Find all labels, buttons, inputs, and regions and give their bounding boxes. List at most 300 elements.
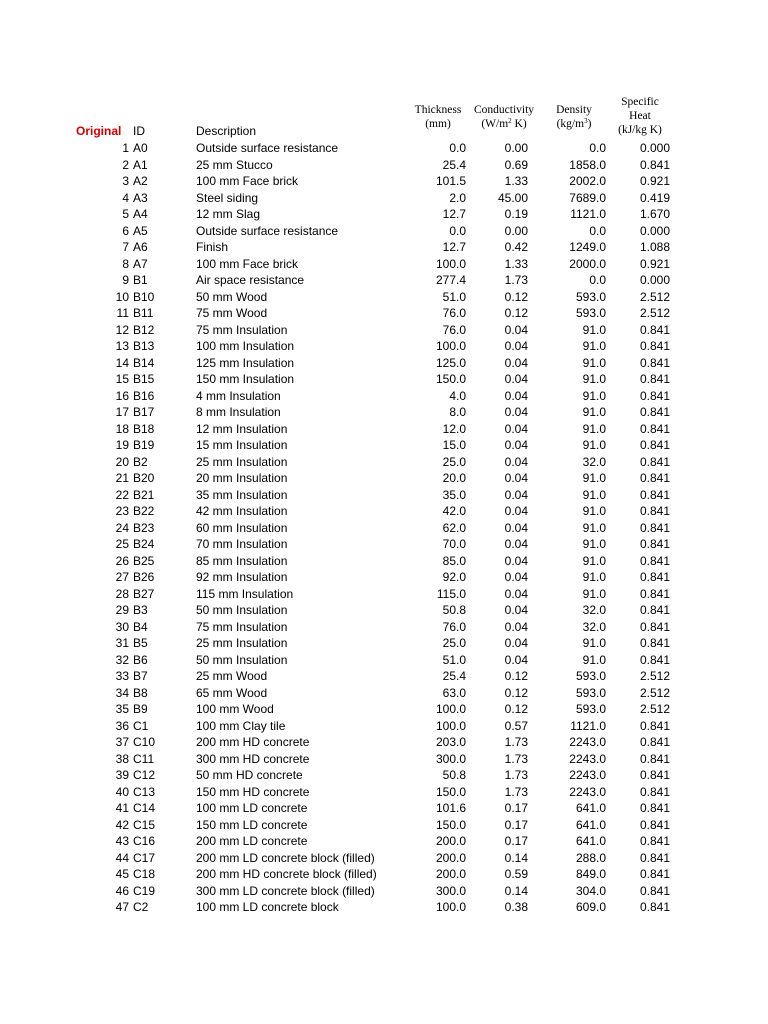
row-id: B6 [133, 652, 148, 667]
row-specific-heat: 0.841 [639, 768, 670, 782]
row-conductivity: 45.00 [497, 190, 528, 205]
row-number: 30 [115, 619, 129, 634]
row-density: 91.0 [582, 504, 606, 518]
row-specific-heat: 0.921 [639, 256, 670, 271]
row-thickness: 300.0 [435, 883, 466, 898]
row-specific-heat: 0.841 [639, 157, 670, 172]
row-conductivity: 0.00 [504, 223, 528, 238]
row-specific-heat: 0.841 [639, 718, 670, 733]
row-id: B15 [133, 372, 155, 386]
row-id: B18 [133, 421, 155, 436]
description-header: Description [196, 124, 257, 138]
table-row [0, 800, 768, 817]
row-specific-heat: 0.841 [639, 487, 670, 502]
row-density: 91.0 [582, 586, 606, 601]
row-density: 849.0 [575, 867, 606, 881]
row-specific-heat: 2.512 [639, 685, 670, 700]
table-row [0, 470, 768, 487]
row-thickness: 277.4 [435, 273, 466, 287]
row-thickness: 115.0 [436, 586, 466, 601]
row-number: 45 [115, 867, 129, 881]
row-thickness: 200.0 [435, 867, 466, 881]
row-conductivity: 0.04 [504, 355, 528, 370]
table-row [0, 635, 768, 652]
row-number: 47 [115, 900, 129, 914]
row-density: 1121.0 [570, 718, 606, 733]
row-thickness: 51.0 [442, 289, 466, 304]
row-thickness: 100.0 [435, 702, 466, 716]
row-description: 100 mm Face brick [196, 256, 299, 271]
row-id: B24 [133, 537, 155, 551]
row-description: 200 mm LD concrete block (filled) [196, 850, 375, 865]
row-description: 100 mm Face brick [196, 174, 299, 188]
row-id: A6 [133, 240, 148, 254]
row-thickness: 150.0 [435, 372, 466, 386]
table-row [0, 767, 768, 784]
row-description: 92 mm Insulation [196, 570, 288, 584]
row-density: 91.0 [582, 570, 606, 584]
row-id: B1 [133, 273, 148, 287]
row-number: 46 [115, 883, 129, 898]
specific-heat-header [605, 95, 675, 137]
row-thickness: 203.0 [435, 735, 466, 749]
table-row [0, 817, 768, 834]
row-number: 27 [115, 570, 129, 584]
table-row [0, 305, 768, 322]
row-conductivity: 0.12 [504, 702, 528, 716]
row-conductivity: 0.04 [504, 652, 528, 667]
row-conductivity: 1.73 [504, 784, 528, 799]
row-description: 200 mm LD concrete [196, 834, 308, 848]
row-id: B23 [133, 520, 155, 535]
row-thickness: 92.0 [442, 570, 466, 584]
row-id: A5 [133, 223, 148, 238]
row-specific-heat: 0.841 [639, 850, 670, 865]
row-number: 29 [115, 603, 129, 617]
table-row [0, 520, 768, 537]
row-specific-heat: 0.841 [639, 735, 670, 749]
row-conductivity: 0.04 [504, 339, 528, 353]
table-row [0, 701, 768, 718]
row-id: C2 [133, 900, 149, 914]
row-description: 200 mm HD concrete block (filled) [196, 867, 377, 881]
row-thickness: 76.0 [442, 306, 466, 320]
row-specific-heat: 0.000 [639, 273, 670, 287]
row-conductivity: 0.14 [504, 850, 528, 865]
row-specific-heat: 0.841 [639, 355, 670, 370]
row-density: 2243.0 [569, 751, 606, 766]
row-density: 91.0 [582, 537, 606, 551]
table-row [0, 206, 768, 223]
row-density: 91.0 [582, 405, 606, 419]
row-thickness: 100.0 [435, 900, 466, 914]
table-row [0, 256, 768, 273]
density-header-line1: Density [556, 104, 592, 116]
row-density: 2000.0 [569, 256, 606, 271]
row-conductivity: 1.73 [504, 751, 528, 766]
row-specific-heat: 0.841 [639, 784, 670, 799]
conductivity-header-line1: Conductivity [473, 104, 535, 116]
row-specific-heat: 0.841 [639, 339, 670, 353]
row-thickness: 15.0 [442, 438, 466, 452]
row-conductivity: 0.12 [504, 289, 528, 304]
specific-heat-header-line2: Heat [629, 110, 651, 122]
row-id: A1 [133, 157, 148, 172]
row-specific-heat: 0.841 [639, 751, 670, 766]
row-description: 75 mm Wood [196, 306, 268, 320]
row-id: B2 [133, 454, 148, 469]
row-conductivity: 0.59 [504, 867, 528, 881]
row-number: 39 [115, 768, 129, 782]
row-number: 37 [115, 735, 129, 749]
row-number: 3 [122, 174, 129, 188]
row-description: 25 mm Insulation [196, 636, 288, 650]
row-conductivity: 1.73 [504, 735, 528, 749]
row-number: 35 [115, 702, 129, 716]
table-row [0, 388, 768, 405]
thickness-header-line2: (mm) [425, 118, 451, 130]
row-conductivity: 0.04 [504, 405, 528, 419]
row-density: 641.0 [575, 834, 606, 848]
table-row [0, 140, 768, 157]
row-id: C16 [133, 834, 156, 848]
row-number: 11 [116, 306, 129, 320]
row-specific-heat: 0.841 [639, 883, 670, 898]
row-description: 100 mm Insulation [196, 339, 295, 353]
row-description: 50 mm Wood [196, 289, 268, 304]
row-id: C15 [133, 817, 156, 832]
row-conductivity: 1.33 [504, 174, 528, 188]
row-id: B17 [133, 405, 155, 419]
row-conductivity: 0.04 [504, 504, 528, 518]
row-id: B21 [133, 487, 155, 502]
row-thickness: 12.7 [442, 240, 466, 254]
table-row [0, 866, 768, 883]
row-specific-heat: 0.841 [639, 834, 670, 848]
row-description: 4 mm Insulation [196, 388, 281, 403]
row-conductivity: 0.38 [504, 900, 528, 914]
row-number: 26 [115, 553, 129, 568]
row-conductivity: 0.17 [504, 817, 528, 832]
specific-heat-header-line1: Specific [621, 96, 659, 108]
row-id: C11 [133, 751, 155, 766]
row-conductivity: 0.04 [504, 586, 528, 601]
row-conductivity: 0.12 [504, 685, 528, 700]
row-description: 50 mm Insulation [196, 652, 288, 667]
row-description: 65 mm Wood [196, 685, 268, 700]
row-description: 50 mm HD concrete [196, 768, 303, 782]
row-conductivity: 0.12 [504, 306, 528, 320]
table-row [0, 833, 768, 850]
row-id: C10 [133, 735, 156, 749]
row-description: 8 mm Insulation [196, 405, 281, 419]
row-thickness: 76.0 [442, 619, 466, 634]
row-number: 8 [122, 256, 129, 271]
row-description: 75 mm Insulation [196, 322, 288, 337]
row-conductivity: 0.04 [504, 372, 528, 386]
row-specific-heat: 0.000 [639, 141, 670, 155]
row-id: B4 [133, 619, 148, 634]
row-number: 20 [115, 454, 129, 469]
row-density: 593.0 [575, 669, 606, 683]
row-specific-heat: 0.419 [639, 190, 670, 205]
row-specific-heat: 0.841 [639, 900, 670, 914]
table-row [0, 421, 768, 438]
row-id: B14 [133, 355, 155, 370]
table-row [0, 454, 768, 471]
row-thickness: 100.0 [435, 339, 466, 353]
row-specific-heat: 0.841 [639, 438, 670, 452]
row-specific-heat: 0.841 [639, 603, 670, 617]
row-density: 2243.0 [569, 735, 606, 749]
row-conductivity: 0.00 [504, 141, 528, 155]
row-description: 100 mm LD concrete [196, 801, 308, 815]
row-description: 12 mm Slag [196, 207, 261, 221]
table-row [0, 850, 768, 867]
row-description: 150 mm LD concrete [196, 817, 308, 832]
row-id: B9 [133, 702, 148, 716]
row-thickness: 200.0 [435, 834, 466, 848]
row-number: 7 [122, 240, 129, 254]
row-conductivity: 0.42 [504, 240, 528, 254]
row-description: 85 mm Insulation [196, 553, 288, 568]
row-description: 20 mm Insulation [196, 471, 288, 485]
row-description: Steel siding [196, 190, 259, 205]
table-row [0, 487, 768, 504]
table-row [0, 190, 768, 207]
row-thickness: 125.0 [435, 355, 466, 370]
row-number: 43 [115, 834, 129, 848]
table-row [0, 751, 768, 768]
row-density: 91.0 [582, 520, 606, 535]
table-row [0, 668, 768, 685]
row-conductivity: 0.17 [504, 801, 528, 815]
row-id: B20 [133, 471, 155, 485]
row-specific-heat: 1.088 [639, 240, 670, 254]
row-conductivity: 0.04 [504, 619, 528, 634]
row-specific-heat: 0.841 [639, 817, 670, 832]
thickness-header-line1: Thickness [414, 104, 462, 116]
row-density: 32.0 [582, 603, 606, 617]
thickness-header [406, 103, 470, 131]
row-thickness: 101.5 [435, 174, 466, 188]
row-specific-heat: 0.841 [639, 652, 670, 667]
row-density: 91.0 [582, 553, 606, 568]
table-row [0, 338, 768, 355]
row-id: C19 [133, 883, 156, 898]
id-header: ID [133, 124, 145, 138]
row-number: 25 [115, 537, 129, 551]
row-conductivity: 0.04 [504, 487, 528, 502]
row-specific-heat: 0.841 [639, 372, 670, 386]
row-specific-heat: 0.841 [639, 405, 670, 419]
row-number: 22 [115, 487, 129, 502]
row-density: 2243.0 [569, 768, 606, 782]
row-specific-heat: 0.841 [639, 801, 670, 815]
row-conductivity: 1.33 [504, 256, 528, 271]
row-number: 31 [115, 636, 129, 650]
original-label: Original [76, 124, 122, 138]
row-density: 91.0 [582, 322, 606, 337]
row-thickness: 150.0 [435, 817, 466, 832]
row-density: 1249.0 [569, 240, 606, 254]
row-id: C17 [133, 850, 156, 865]
row-conductivity: 0.19 [504, 207, 528, 221]
row-number: 44 [115, 850, 129, 865]
row-number: 36 [115, 718, 129, 733]
row-density: 91.0 [582, 471, 606, 485]
row-id: B16 [133, 388, 155, 403]
row-density: 91.0 [582, 355, 606, 370]
row-id: A7 [133, 256, 148, 271]
row-specific-heat: 0.841 [639, 520, 670, 535]
table-row [0, 883, 768, 900]
row-specific-heat: 0.841 [639, 388, 670, 403]
row-density: 91.0 [582, 339, 606, 353]
row-id: C18 [133, 867, 156, 881]
row-specific-heat: 0.841 [639, 570, 670, 584]
row-description: 150 mm Insulation [196, 372, 295, 386]
row-description: 115 mm Insulation [196, 586, 294, 601]
row-conductivity: 0.04 [504, 520, 528, 535]
table-row [0, 272, 768, 289]
row-thickness: 300.0 [435, 751, 466, 766]
row-id: A0 [133, 141, 148, 155]
row-number: 14 [115, 355, 129, 370]
row-id: B8 [133, 685, 148, 700]
row-id: B13 [133, 339, 155, 353]
table-row [0, 289, 768, 306]
row-thickness: 50.8 [442, 603, 466, 617]
row-number: 2 [122, 157, 129, 172]
table-row [0, 685, 768, 702]
row-specific-heat: 0.000 [639, 223, 670, 238]
row-number: 13 [115, 339, 129, 353]
row-thickness: 70.0 [442, 537, 466, 551]
row-description: Outside surface resistance [196, 223, 339, 238]
row-number: 15 [115, 372, 129, 386]
row-number: 1 [122, 141, 129, 155]
row-number: 38 [115, 751, 129, 766]
row-conductivity: 0.04 [504, 388, 528, 403]
row-description: 75 mm Insulation [196, 619, 288, 634]
row-id: C1 [133, 718, 149, 733]
row-description: 100 mm Clay tile [196, 718, 286, 733]
table-row [0, 503, 768, 520]
row-id: B3 [133, 603, 148, 617]
row-density: 91.0 [582, 487, 606, 502]
row-id: B11 [133, 306, 154, 320]
table-row [0, 784, 768, 801]
row-conductivity: 0.04 [504, 471, 528, 485]
row-id: B26 [133, 570, 155, 584]
row-density: 7689.0 [569, 190, 606, 205]
row-conductivity: 0.04 [504, 421, 528, 436]
table-row [0, 718, 768, 735]
row-description: Finish [196, 240, 229, 254]
row-thickness: 200.0 [435, 850, 466, 865]
row-density: 91.0 [582, 421, 606, 436]
row-id: C14 [133, 801, 156, 815]
table-row [0, 734, 768, 751]
specific-heat-header-line3: (kJ/kg K) [618, 124, 662, 136]
row-conductivity: 0.04 [504, 570, 528, 584]
row-specific-heat: 0.921 [639, 174, 670, 188]
row-description: 42 mm Insulation [196, 504, 288, 518]
row-density: 1858.0 [569, 157, 606, 172]
row-number: 4 [122, 190, 129, 205]
conductivity-header [466, 103, 542, 131]
table-row [0, 437, 768, 454]
row-thickness: 0.0 [449, 141, 466, 155]
row-id: A4 [133, 207, 148, 221]
table-row [0, 619, 768, 636]
row-thickness: 0.0 [449, 223, 466, 238]
row-description: 300 mm LD concrete block (filled) [196, 883, 375, 898]
row-thickness: 25.0 [442, 636, 466, 650]
row-density: 32.0 [582, 619, 606, 634]
row-thickness: 85.0 [442, 553, 466, 568]
row-id: A2 [133, 174, 148, 188]
row-specific-heat: 0.841 [639, 619, 670, 634]
table-row [0, 586, 768, 603]
row-density: 304.0 [575, 883, 606, 898]
table-row [0, 652, 768, 669]
row-specific-heat: 2.512 [639, 289, 670, 304]
row-id: C12 [133, 768, 156, 782]
row-thickness: 51.0 [442, 652, 466, 667]
table-row [0, 322, 768, 339]
row-id: B12 [133, 322, 155, 337]
row-conductivity: 1.73 [504, 273, 528, 287]
row-density: 0.0 [589, 273, 606, 287]
table-row [0, 223, 768, 240]
row-number: 9 [122, 273, 129, 287]
row-id: B22 [133, 504, 155, 518]
row-specific-heat: 0.841 [639, 636, 670, 650]
table-row [0, 569, 768, 586]
row-number: 16 [115, 388, 129, 403]
row-number: 21 [115, 471, 129, 485]
row-density: 91.0 [582, 636, 606, 650]
table-row [0, 239, 768, 256]
row-conductivity: 0.04 [504, 438, 528, 452]
row-specific-heat: 0.841 [639, 504, 670, 518]
row-specific-heat: 2.512 [639, 669, 670, 683]
conductivity-header-line2: ($W/m^2$ K) [481, 117, 527, 130]
row-thickness: 8.0 [449, 405, 466, 419]
row-id: B25 [133, 553, 155, 568]
row-thickness: 63.0 [442, 685, 466, 700]
row-density: 641.0 [575, 817, 606, 832]
row-conductivity: 0.57 [504, 718, 528, 733]
row-thickness: 100.0 [435, 718, 466, 733]
row-density: 593.0 [575, 306, 606, 320]
row-description: 15 mm Insulation [196, 438, 288, 452]
row-number: 6 [122, 223, 129, 238]
table-row [0, 355, 768, 372]
row-id: C13 [133, 784, 156, 799]
row-number: 34 [115, 685, 129, 700]
row-number: 24 [115, 520, 129, 535]
row-description: 25 mm Stucco [196, 157, 273, 172]
row-number: 5 [122, 207, 129, 221]
row-thickness: 150.0 [435, 784, 466, 799]
row-description: 25 mm Wood [196, 669, 268, 683]
density-header [542, 103, 606, 131]
row-thickness: 12.7 [442, 207, 466, 221]
row-number: 19 [115, 438, 129, 452]
